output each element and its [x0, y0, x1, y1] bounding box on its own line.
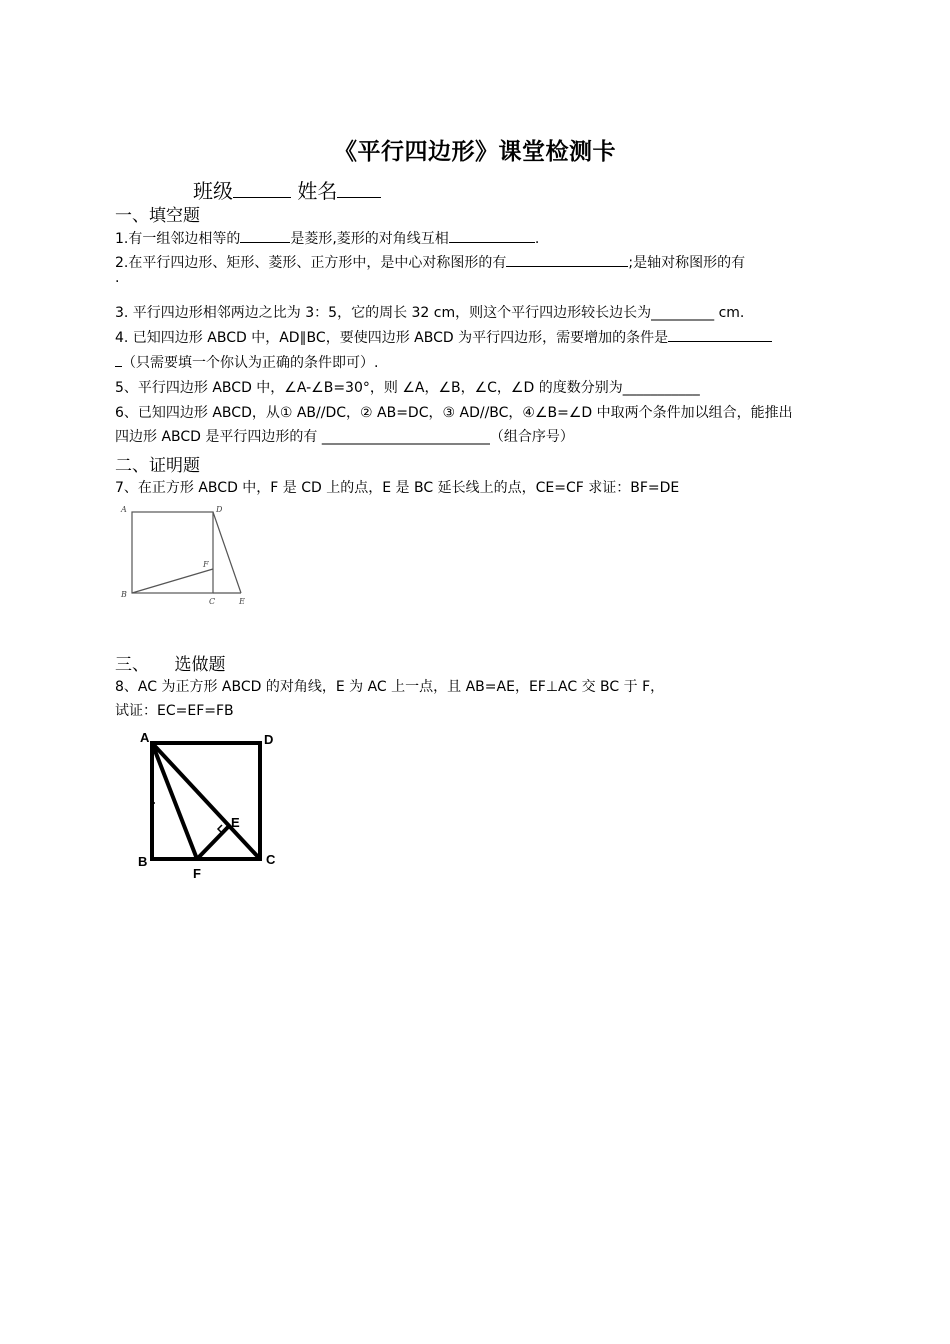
q6-text-c: （组合序号） [489, 429, 574, 445]
question-4 [115, 327, 772, 347]
fig1-label-d: D [216, 505, 223, 514]
question-8-line1: 8、AC 为正方形 ABCD 的对角线，E 为 AC 上一点，且 AB=AE，EF⊥AC 交 BC 于 F， [115, 679, 665, 695]
fig2-diagonal-ac [152, 743, 260, 859]
q3-blank[interactable]: _________ [651, 305, 715, 321]
q1-text-c: . [534, 231, 540, 247]
fig2-label-c: C [266, 852, 276, 867]
figure-2-square-diagonal-diagram [130, 725, 290, 885]
name-label: 姓名 [297, 179, 338, 203]
fig2-label-a: A [140, 730, 150, 745]
fig2-segment-fe [197, 826, 229, 859]
fig2-segment-af [152, 743, 197, 859]
name-blank[interactable] [337, 183, 381, 198]
fig1-label-c: C [209, 597, 216, 606]
fig2-label-b: B [138, 854, 148, 869]
page-title: 《平行四边形》课堂检测卡 [334, 139, 616, 165]
student-info [193, 175, 381, 204]
question-2 [115, 252, 745, 272]
q5-text-a: 5、平行四边形 ABCD 中，∠A-∠B=30°，则 ∠A，∠B，∠C，∠D 的度数分别为 [115, 380, 623, 396]
fig1-segment-bf [132, 569, 213, 593]
q4-text-line2: （只需要填一个你认为正确的条件即可）. [122, 355, 379, 371]
question-7: 7、在正方形 ABCD 中，F 是 CD 上的点，E 是 BC 延长线上的点，CE=CF 求证：BF=DE [115, 480, 680, 496]
q2-text-a: 2.在平行四边形、矩形、菱形、正方形中，是中心对称图形的有 [115, 255, 507, 271]
q3-text-a: 3. 平行四边形相邻两边之比为 3：5，它的周长 32 cm，则这个平行四边形较长边长为 [115, 305, 652, 321]
fig2-label-e: E [231, 815, 240, 830]
q6-blank[interactable]: ________________________ [321, 429, 490, 445]
question-6-line2 [115, 426, 574, 446]
question-5 [115, 377, 700, 397]
section-optional: 三、 选做题 [115, 655, 226, 675]
q2-text-b: ;是轴对称图形的有 [628, 255, 746, 271]
fig2-label-f: F [193, 866, 201, 881]
q1-blank-2[interactable] [449, 228, 535, 243]
q1-blank-1[interactable] [240, 228, 290, 243]
q4-blank-cont[interactable] [115, 352, 122, 367]
figure-1-square-diagram [115, 500, 255, 610]
fig1-label-b: B [121, 590, 127, 599]
section-proof: 二、证明题 [115, 456, 200, 476]
class-label: 班级 [193, 179, 233, 203]
class-blank[interactable] [233, 183, 291, 198]
q4-line2 [115, 352, 378, 372]
fig1-label-f: F [203, 560, 209, 569]
question-6-line1: 6、已知四边形 ABCD，从① AB//DC，② AB=DC，③ AD//BC，④∠B=∠D 中取两个条件加以组合，能推出 [115, 405, 793, 421]
fig2-label-d: D [264, 732, 274, 747]
q4-text-line1: 4. 已知四边形 ABCD 中，AD∥BC，要使四边形 ABCD 为平行四边形，需要增加的条件是 [115, 330, 669, 346]
question-1 [115, 228, 539, 248]
q2-trailing: . [115, 270, 120, 286]
q2-blank-1[interactable] [506, 252, 628, 267]
q6-text-a: 四边形 ABCD 是平行四边形的有 [115, 429, 322, 445]
fig1-segment-de [213, 512, 241, 593]
q5-blank[interactable]: ___________ [622, 380, 700, 396]
fig2-right-angle-mark [218, 825, 222, 833]
q1-text-a: 1.有一组邻边相等的 [115, 231, 241, 247]
fig1-label-e: E [239, 597, 245, 606]
section-fill-blank: 一、填空题 [115, 206, 200, 226]
fig1-label-a: A [121, 505, 127, 514]
q1-text-b: 是菱形,菱形的对角线互相 [290, 231, 449, 247]
q3-text-c: cm. [714, 305, 745, 321]
q4-blank[interactable] [668, 327, 772, 342]
question-3 [115, 302, 744, 322]
question-8-line2: 试证：EC=EF=FB [115, 703, 234, 719]
